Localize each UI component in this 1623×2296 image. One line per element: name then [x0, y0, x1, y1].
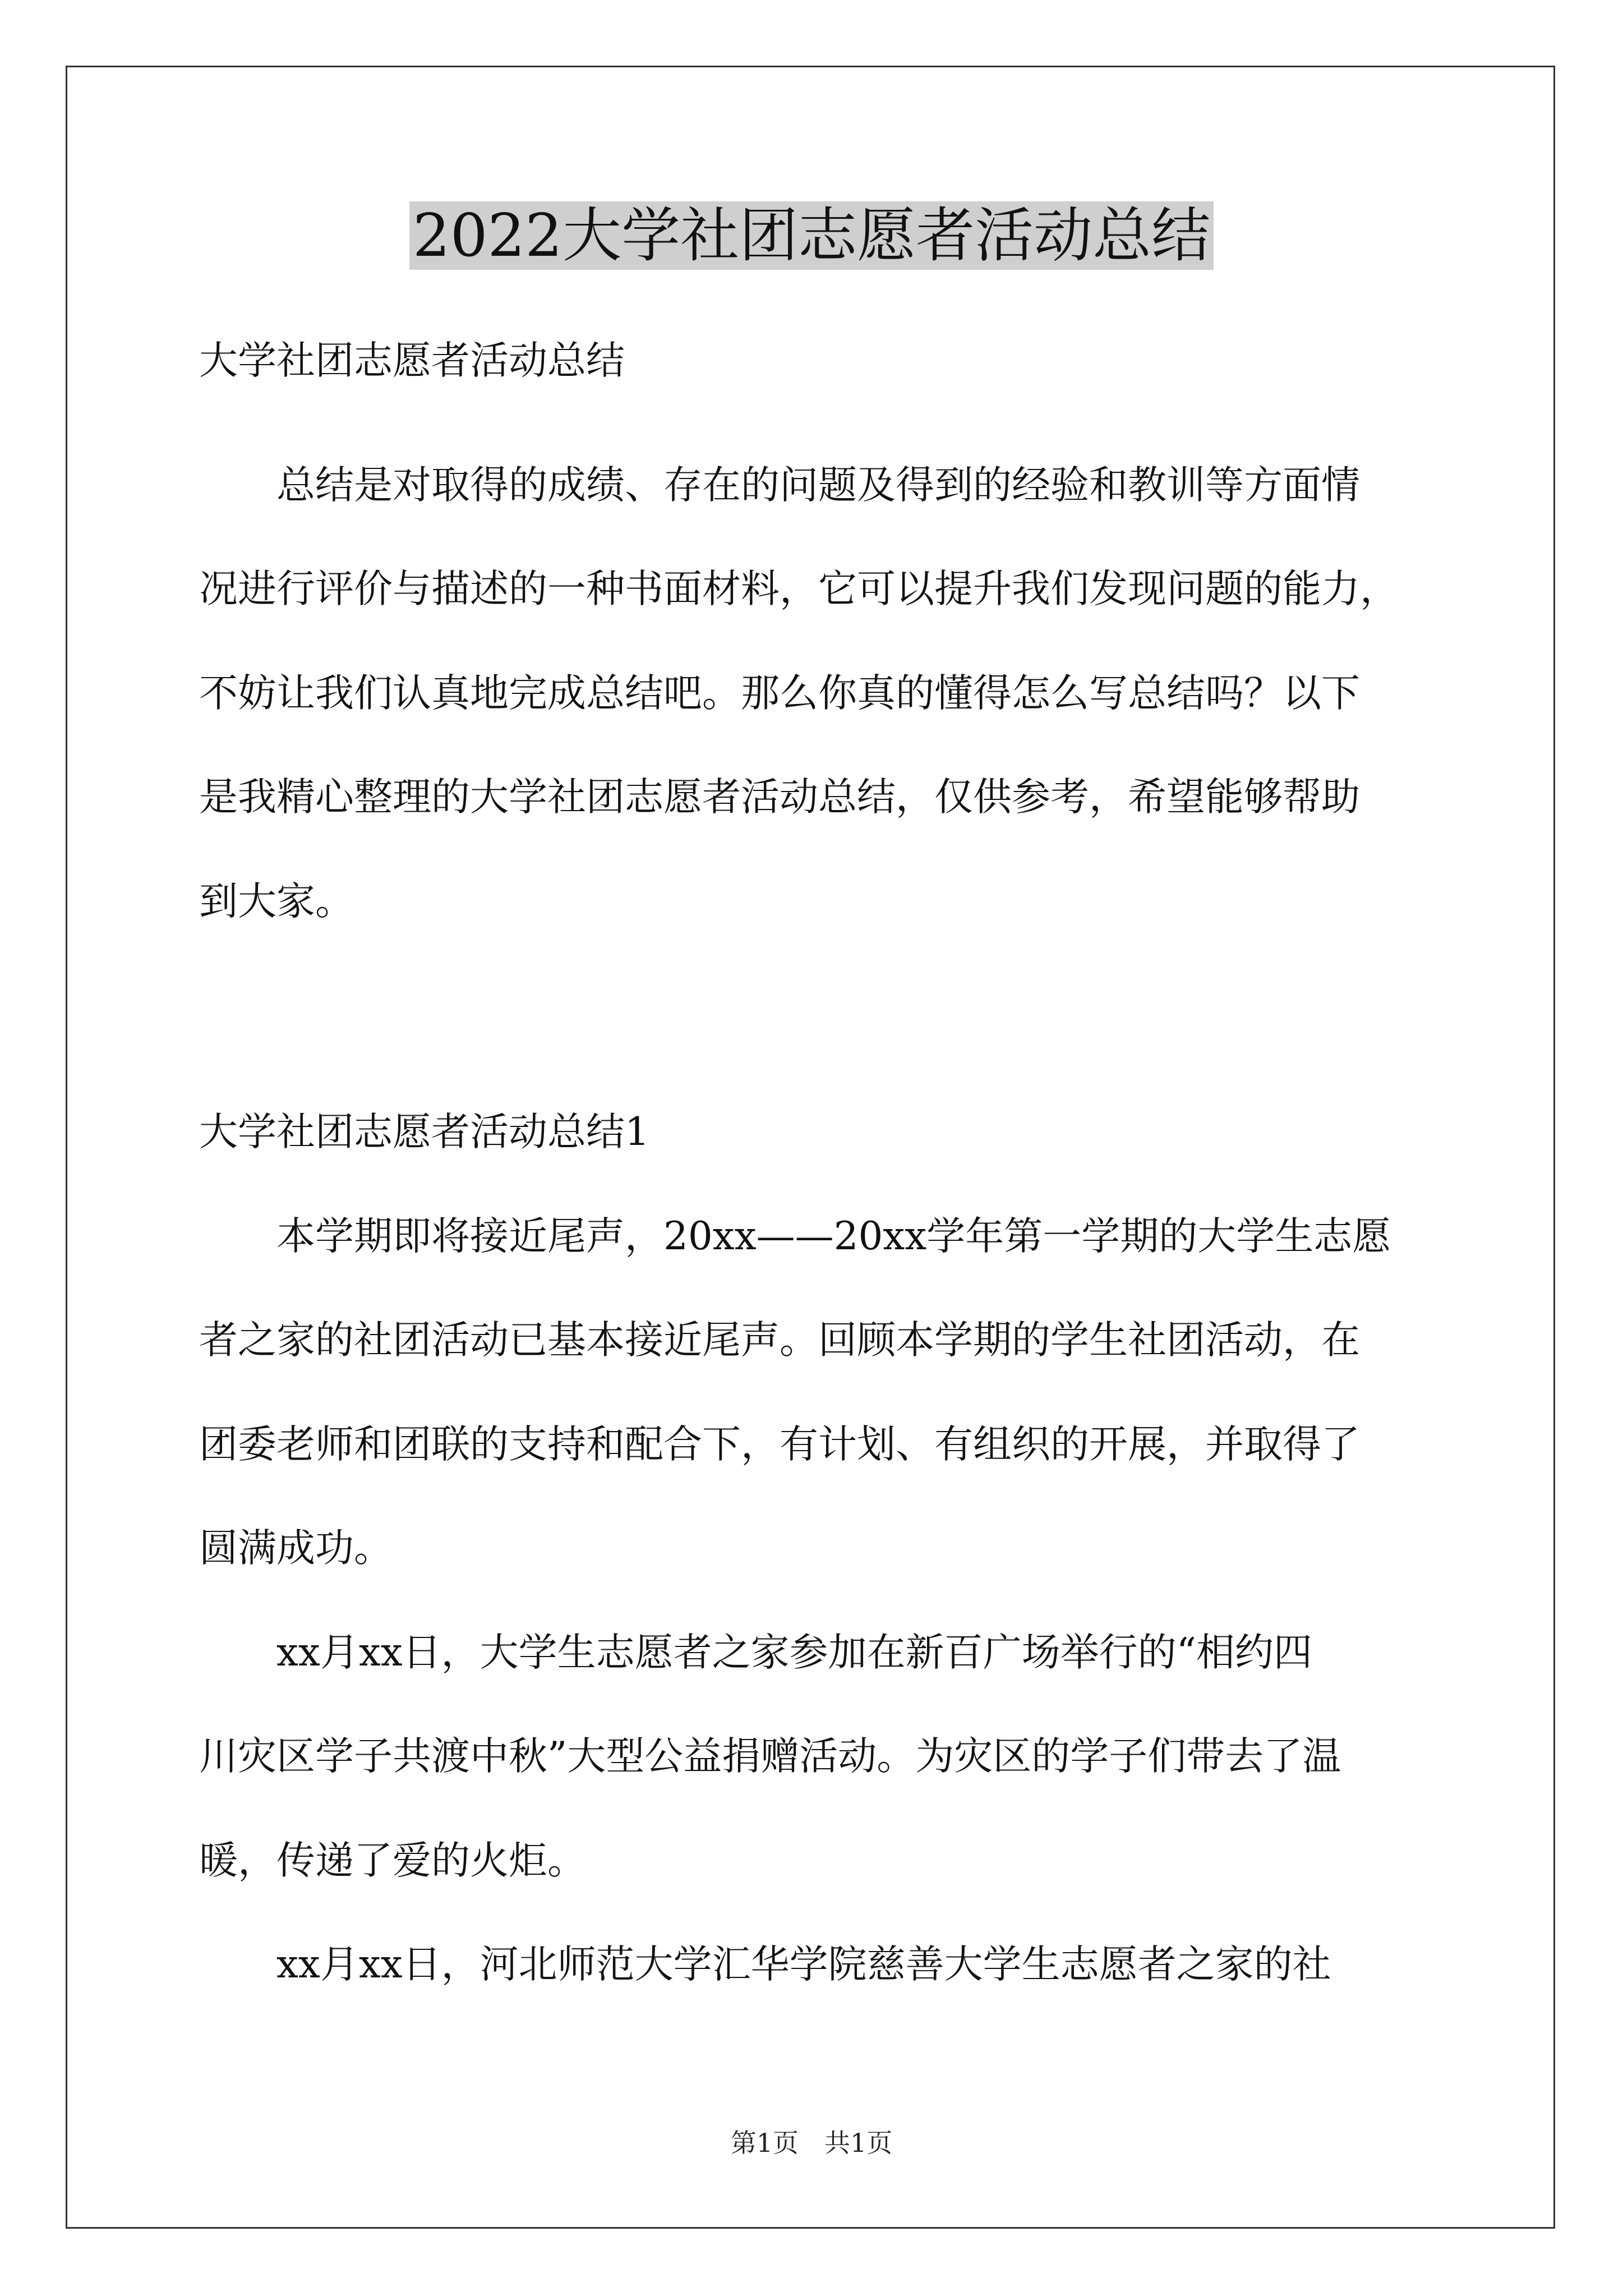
page-footer: 第1页 共1页: [730, 2128, 893, 2158]
text-line: 者之家的社团活动已基本接近尾声。回顾本学期的学生社团活动，在: [199, 1318, 1360, 1363]
document-title-text: 2022大学社团志愿者活动总结: [409, 201, 1214, 270]
section-heading-intro: 大学社团志愿者活动总结: [199, 338, 625, 383]
text-line: 圆满成功。: [199, 1526, 393, 1571]
text-line: 不妨让我们认真地完成总结吧。那么你真的懂得怎么写总结吗？以下: [199, 671, 1360, 716]
text-line: 到大家。: [199, 879, 354, 924]
text-line: xx月xx日，大学生志愿者之家参加在新百广场举行的“相约四: [199, 1630, 1312, 1675]
text-line: 是我精心整理的大学社团志愿者活动总结，仅供参考，希望能够帮助: [199, 775, 1360, 820]
text-line: xx月xx日，河北师范大学汇华学院慈善大学生志愿者之家的社: [199, 1942, 1331, 1987]
document-title: [0, 194, 1623, 278]
text-line: 总结是对取得的成绩、存在的问题及得到的经验和教训等方面情: [199, 463, 1360, 508]
text-line: 川灾区学子共渡中秋”大型公益捐赠活动。为灾区的学子们带去了温: [199, 1734, 1341, 1779]
text-line: 团委老师和团联的支持和配合下，有计划、有组织的开展，并取得了: [199, 1422, 1360, 1467]
text-line: 本学期即将接近尾声，20xx——20xx学年第一学期的大学生志愿: [199, 1214, 1391, 1259]
text-line: 况进行评价与描述的一种书面材料，它可以提升我们发现问题的能力，: [199, 567, 1399, 611]
section-heading-1: 大学社团志愿者活动总结1: [199, 1110, 649, 1154]
text-line: 暖，传递了爱的火炬。: [199, 1838, 586, 1883]
